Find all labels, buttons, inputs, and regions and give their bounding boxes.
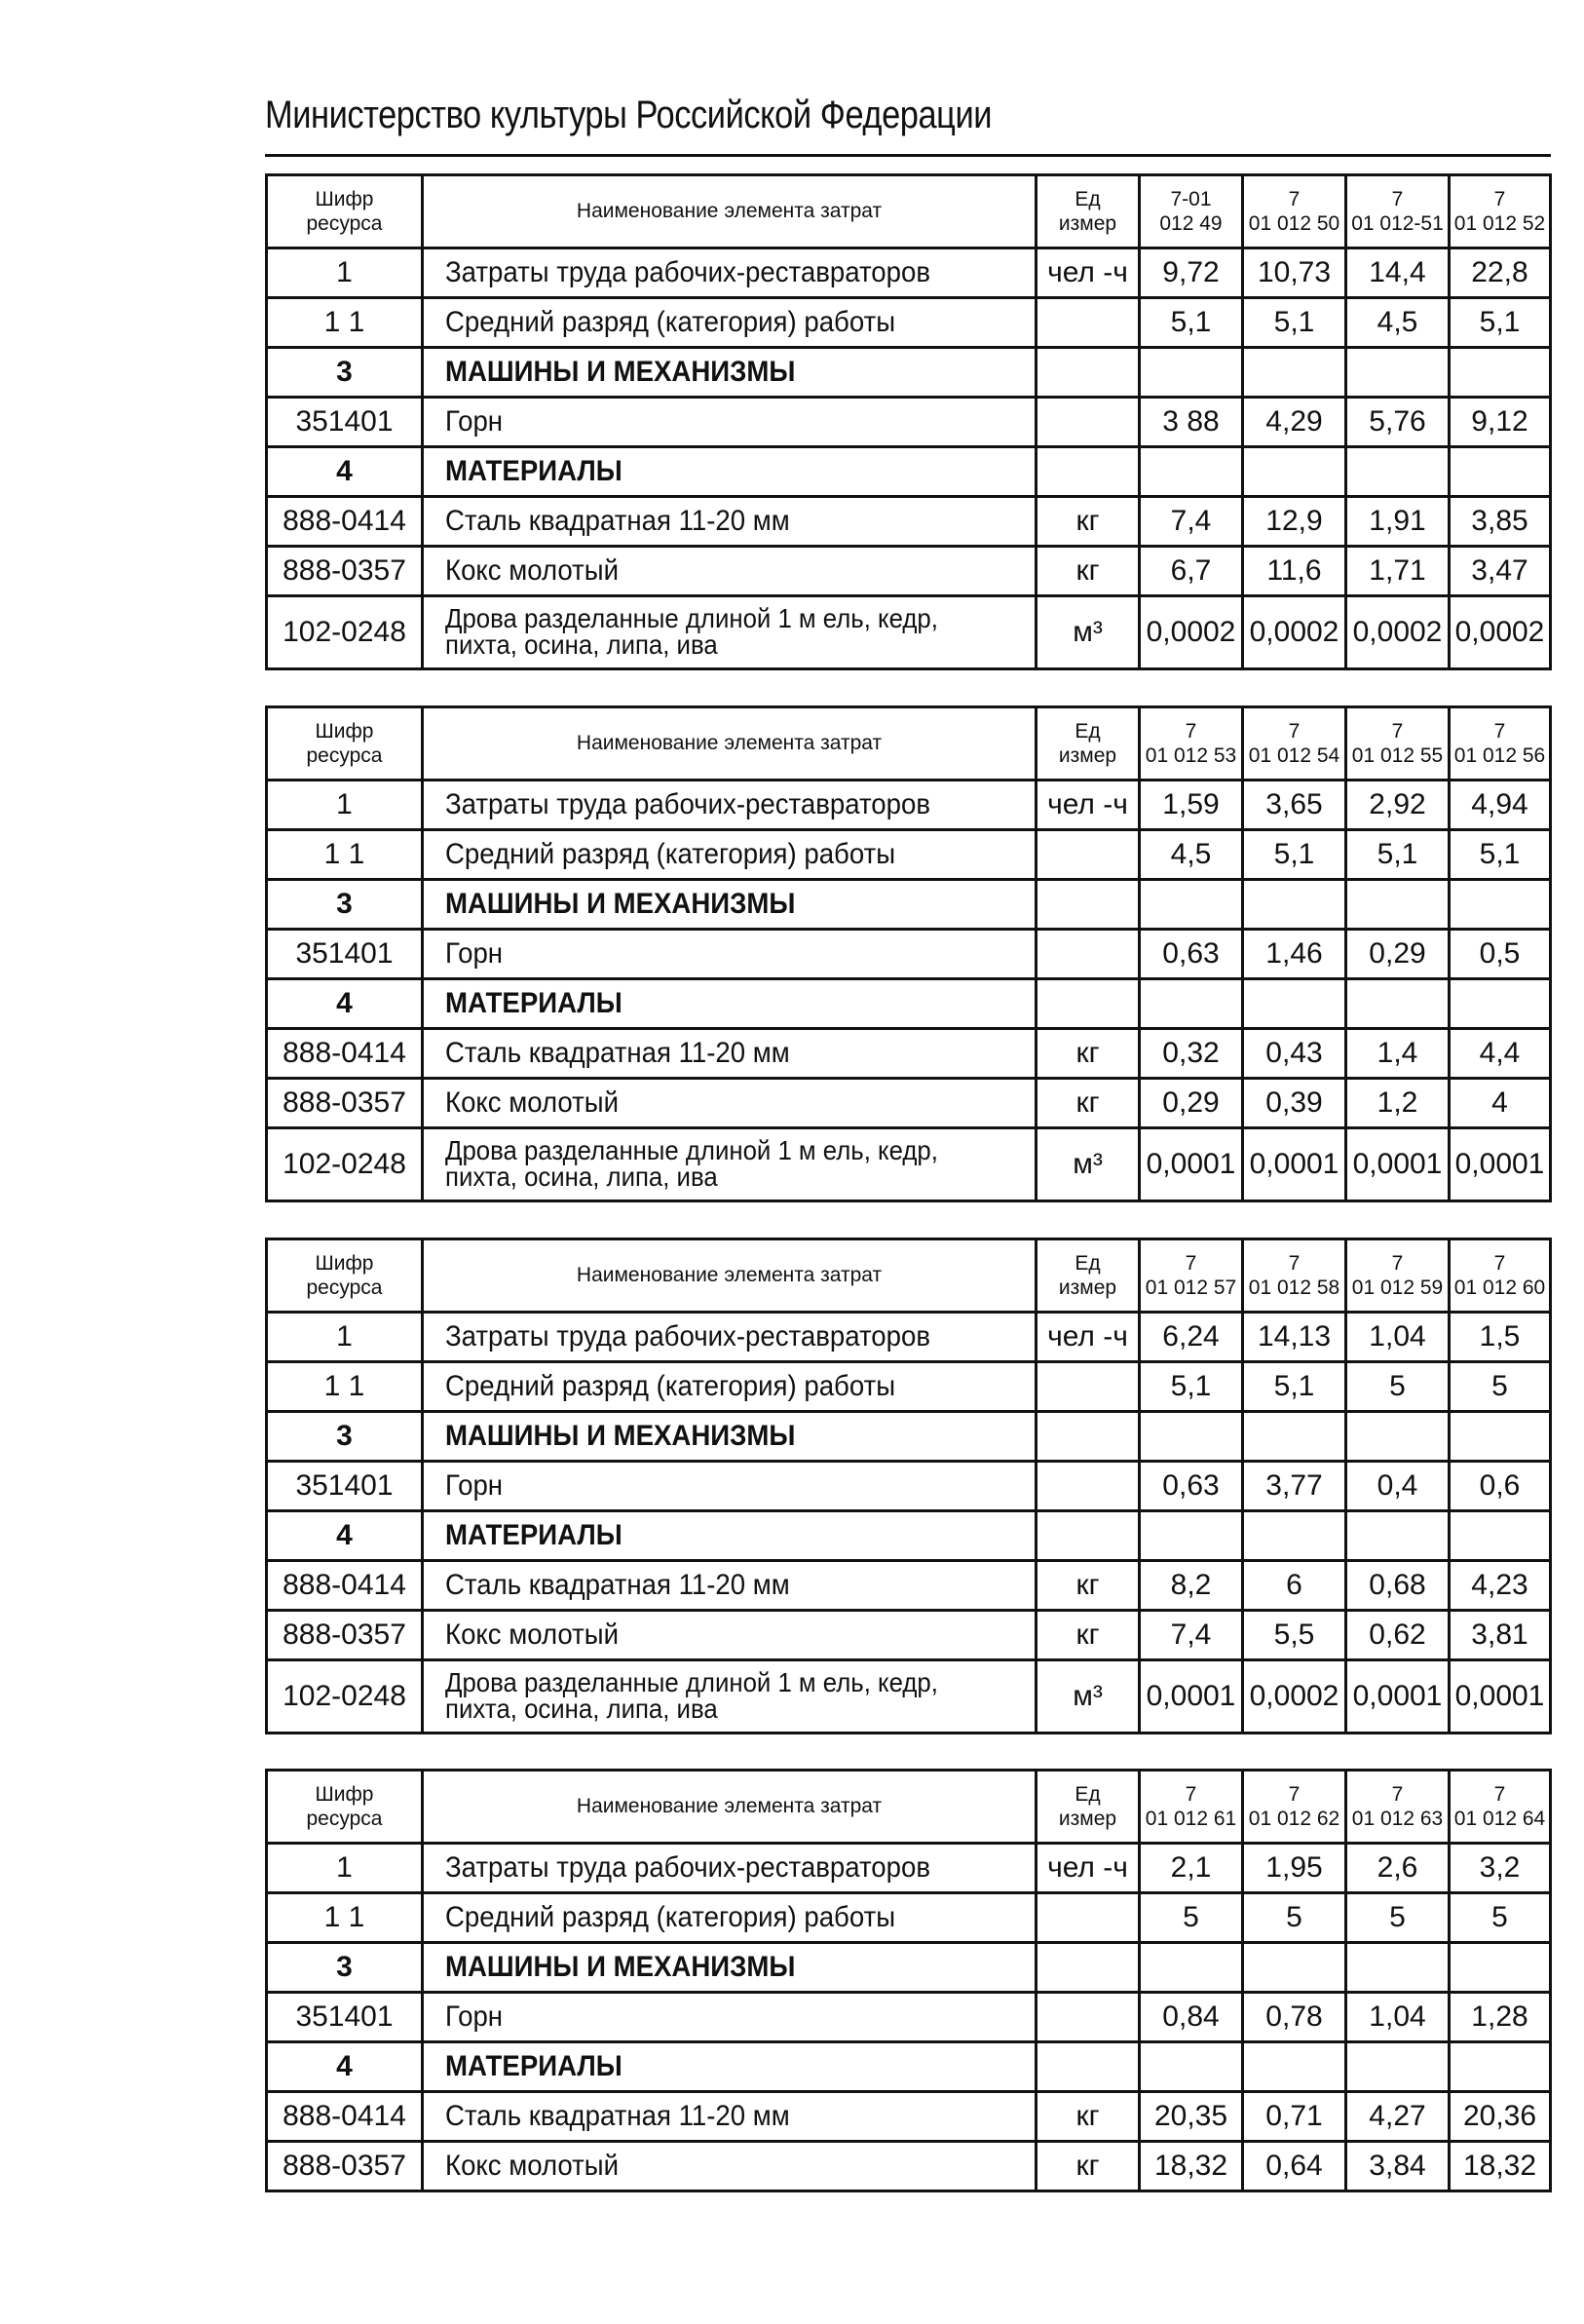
cell-value: 1,2 — [1346, 1079, 1450, 1128]
cell-value: 0,43 — [1243, 1029, 1346, 1079]
cell-name: Сталь квадратная 11-20 мм — [423, 2092, 1037, 2142]
cell-value: 0,0001 — [1450, 1660, 1551, 1733]
table-header-row — [267, 1771, 1551, 1844]
cell-unit — [1037, 1412, 1140, 1462]
cell-value: 1,04 — [1346, 1313, 1450, 1362]
header-name: Наименование элемента затрат — [423, 175, 1037, 248]
cell-unit — [1037, 830, 1140, 880]
cost-table — [265, 1769, 1552, 2192]
cell-value: 3,81 — [1450, 1611, 1551, 1660]
cell-code: 3 — [267, 1943, 423, 1993]
table-row — [267, 1511, 1551, 1561]
cell-value: 6 — [1243, 1561, 1346, 1611]
cell-value — [1450, 348, 1551, 398]
cell-value: 0,0001 — [1346, 1660, 1450, 1733]
header-unit: Ед измер — [1037, 707, 1140, 781]
cell-name: МАШИНЫ И МЕХАНИЗМЫ — [423, 348, 1037, 398]
cell-code: 3 — [267, 1412, 423, 1462]
cost-table — [265, 1238, 1552, 1734]
cell-unit — [1037, 447, 1140, 497]
cell-name: МАШИНЫ И МЕХАНИЗМЫ — [423, 1943, 1037, 1993]
cell-code: 1 1 — [267, 1893, 423, 1943]
cell-value: 4,29 — [1243, 398, 1346, 447]
cell-value: 0,0002 — [1243, 596, 1346, 669]
cell-name: МАТЕРИАЛЫ — [423, 979, 1037, 1029]
cell-value — [1140, 1511, 1243, 1561]
cell-value: 4,23 — [1450, 1561, 1551, 1611]
cell-code: 1 1 — [267, 830, 423, 880]
cell-value: 5 — [1346, 1893, 1450, 1943]
cell-value — [1450, 1511, 1551, 1561]
cell-name: Дрова разделанные длиной 1 м ель, кедр, пихта, осина, липа, ива — [423, 1128, 1037, 1201]
cell-value: 5 — [1243, 1893, 1346, 1943]
cell-name: Горн — [423, 398, 1037, 447]
header-unit: Ед измер — [1037, 1239, 1140, 1313]
table-row — [267, 1313, 1551, 1362]
cell-value: 1,04 — [1346, 1993, 1450, 2042]
cell-value: 3,85 — [1450, 497, 1551, 547]
cell-value: 1,59 — [1140, 781, 1243, 830]
cell-code: 102-0248 — [267, 1660, 423, 1733]
header-name: Наименование элемента затрат — [423, 707, 1037, 781]
cell-value — [1346, 1943, 1450, 1993]
cell-name: Сталь квадратная 11-20 мм — [423, 1029, 1037, 1079]
cell-value: 0,0002 — [1450, 596, 1551, 669]
cell-unit: кг — [1037, 1079, 1140, 1128]
cell-value: 2,6 — [1346, 1844, 1450, 1893]
cell-name: Дрова разделанные длиной 1 м ель, кедр, пихта, осина, липа, ива — [423, 1660, 1037, 1733]
cell-code: 1 — [267, 248, 423, 298]
cell-unit — [1037, 398, 1140, 447]
cell-value: 10,73 — [1243, 248, 1346, 298]
table-row — [267, 1029, 1551, 1079]
header-norm-code: 7 01 012 63 — [1346, 1771, 1450, 1844]
cell-value — [1243, 2042, 1346, 2092]
cell-code: 102-0248 — [267, 596, 423, 669]
cell-name: МАТЕРИАЛЫ — [423, 447, 1037, 497]
cell-value: 0,6 — [1450, 1462, 1551, 1511]
header-norm-code: 7-01 012 49 — [1140, 175, 1243, 248]
cell-value: 0,64 — [1243, 2142, 1346, 2191]
table-row — [267, 781, 1551, 830]
table-row — [267, 547, 1551, 596]
cell-value: 0,0001 — [1140, 1660, 1243, 1733]
cell-value: 12,9 — [1243, 497, 1346, 547]
cell-name: Сталь квадратная 11-20 мм — [423, 497, 1037, 547]
cell-unit: чел -ч — [1037, 248, 1140, 298]
cell-name: Сталь квадратная 11-20 мм — [423, 1561, 1037, 1611]
cell-unit — [1037, 1511, 1140, 1561]
cell-unit: кг — [1037, 2142, 1140, 2191]
page-title: Министерство культуры Российской Федерации — [265, 94, 993, 136]
cell-code: 1 1 — [267, 298, 423, 348]
cell-code: 888-0414 — [267, 1029, 423, 1079]
cell-value: 20,35 — [1140, 2092, 1243, 2142]
cell-value: 0,0001 — [1346, 1128, 1450, 1201]
cell-unit — [1037, 1362, 1140, 1412]
table-row — [267, 1611, 1551, 1660]
cell-value: 5 — [1346, 1362, 1450, 1412]
cell-unit: чел -ч — [1037, 781, 1140, 830]
cell-value: 0,0002 — [1346, 596, 1450, 669]
cell-value: 0,68 — [1346, 1561, 1450, 1611]
cell-value: 3,65 — [1243, 781, 1346, 830]
cell-value — [1140, 1412, 1243, 1462]
cost-table — [265, 173, 1552, 670]
table-row — [267, 1462, 1551, 1511]
table-row — [267, 2142, 1551, 2191]
cell-value — [1450, 1943, 1551, 1993]
cell-value: 18,32 — [1140, 2142, 1243, 2191]
cell-name: МАШИНЫ И МЕХАНИЗМЫ — [423, 1412, 1037, 1462]
cell-value — [1450, 979, 1551, 1029]
table-row — [267, 1561, 1551, 1611]
cell-value: 3,47 — [1450, 547, 1551, 596]
table-row — [267, 1079, 1551, 1128]
cell-code: 351401 — [267, 1993, 423, 2042]
cell-value: 5,1 — [1243, 830, 1346, 880]
cell-name: Горн — [423, 1993, 1037, 2042]
cell-value — [1140, 979, 1243, 1029]
header-norm-code: 7 01 012 60 — [1450, 1239, 1551, 1313]
cell-value: 5,1 — [1140, 1362, 1243, 1412]
cell-code: 888-0357 — [267, 547, 423, 596]
cell-value: 7,4 — [1140, 497, 1243, 547]
cell-unit — [1037, 1462, 1140, 1511]
table-row — [267, 248, 1551, 298]
cell-value: 5,76 — [1346, 398, 1450, 447]
cell-unit — [1037, 1993, 1140, 2042]
table-row — [267, 1412, 1551, 1462]
cell-unit: чел -ч — [1037, 1844, 1140, 1893]
cell-value: 9,72 — [1140, 248, 1243, 298]
cell-code: 351401 — [267, 930, 423, 979]
cell-value: 5,1 — [1450, 298, 1551, 348]
cell-name: Кокс молотый — [423, 2142, 1037, 2191]
cell-name: Затраты труда рабочих-реставраторов — [423, 248, 1037, 298]
header-norm-code: 7 01 012 52 — [1450, 175, 1551, 248]
cell-value: 0,71 — [1243, 2092, 1346, 2142]
cell-value: 11,6 — [1243, 547, 1346, 596]
table-row — [267, 1943, 1551, 1993]
table-row — [267, 1128, 1551, 1201]
cell-value: 0,0002 — [1243, 1660, 1346, 1733]
cell-value — [1243, 880, 1346, 930]
cell-value — [1243, 1412, 1346, 1462]
table-row — [267, 2092, 1551, 2142]
cell-value: 5,1 — [1140, 298, 1243, 348]
cell-code: 888-0357 — [267, 2142, 423, 2191]
cell-code: 3 — [267, 880, 423, 930]
cell-value: 5 — [1450, 1893, 1551, 1943]
cell-value: 1,46 — [1243, 930, 1346, 979]
cell-unit: кг — [1037, 497, 1140, 547]
header-code: Шифр ресурса — [267, 175, 423, 248]
cell-value: 5 — [1450, 1362, 1551, 1412]
cell-code: 1 1 — [267, 1362, 423, 1412]
cell-name: Дрова разделанные длиной 1 м ель, кедр, пихта, осина, липа, ива — [423, 596, 1037, 669]
cell-name: МАТЕРИАЛЫ — [423, 2042, 1037, 2092]
cell-name: Средний разряд (категория) работы — [423, 1893, 1037, 1943]
cell-name: Кокс молотый — [423, 1611, 1037, 1660]
header-code: Шифр ресурса — [267, 1771, 423, 1844]
cell-value: 3 88 — [1140, 398, 1243, 447]
cell-value: 22,8 — [1450, 248, 1551, 298]
cell-value: 0,4 — [1346, 1462, 1450, 1511]
cell-unit — [1037, 880, 1140, 930]
cell-unit — [1037, 348, 1140, 398]
table-row — [267, 2042, 1551, 2092]
cell-value: 7,4 — [1140, 1611, 1243, 1660]
cell-value: 5,5 — [1243, 1611, 1346, 1660]
cell-value: 9,12 — [1450, 398, 1551, 447]
table-row — [267, 979, 1551, 1029]
table-row — [267, 1993, 1551, 2042]
cell-value — [1450, 1412, 1551, 1462]
cell-value: 4,5 — [1346, 298, 1450, 348]
table-row — [267, 447, 1551, 497]
header-norm-code: 7 01 012 54 — [1243, 707, 1346, 781]
cell-value: 1,5 — [1450, 1313, 1551, 1362]
cell-name: Горн — [423, 930, 1037, 979]
cell-value — [1243, 1511, 1346, 1561]
cell-unit: кг — [1037, 547, 1140, 596]
cell-value: 0,63 — [1140, 1462, 1243, 1511]
table-row — [267, 1362, 1551, 1412]
cell-value — [1140, 348, 1243, 398]
cell-name: Затраты труда рабочих-реставраторов — [423, 781, 1037, 830]
cell-code: 888-0357 — [267, 1079, 423, 1128]
header-unit: Ед измер — [1037, 1771, 1140, 1844]
table-row — [267, 398, 1551, 447]
cell-value: 20,36 — [1450, 2092, 1551, 2142]
header-norm-code: 7 01 012 59 — [1346, 1239, 1450, 1313]
header-unit: Ед измер — [1037, 175, 1140, 248]
cell-value: 2,1 — [1140, 1844, 1243, 1893]
cell-value: 1,71 — [1346, 547, 1450, 596]
cell-name: Горн — [423, 1462, 1037, 1511]
cost-table — [265, 705, 1552, 1202]
cell-name: Кокс молотый — [423, 547, 1037, 596]
cell-unit — [1037, 979, 1140, 1029]
cell-value — [1140, 880, 1243, 930]
table-row — [267, 497, 1551, 547]
cell-value — [1243, 1943, 1346, 1993]
cell-unit — [1037, 1943, 1140, 1993]
cell-value — [1346, 348, 1450, 398]
cell-value: 1,91 — [1346, 497, 1450, 547]
table-row — [267, 930, 1551, 979]
cell-value: 1,28 — [1450, 1993, 1551, 2042]
header-norm-code: 7 01 012 50 — [1243, 175, 1346, 248]
header-norm-code: 7 01 012 61 — [1140, 1771, 1243, 1844]
cell-value — [1346, 979, 1450, 1029]
header-norm-code: 7 01 012 62 — [1243, 1771, 1346, 1844]
cell-unit: кг — [1037, 1561, 1140, 1611]
header-code: Шифр ресурса — [267, 1239, 423, 1313]
cell-code: 888-0357 — [267, 1611, 423, 1660]
cell-value: 5 — [1140, 1893, 1243, 1943]
cell-value: 4,27 — [1346, 2092, 1450, 2142]
cell-code: 888-0414 — [267, 2092, 423, 2142]
cell-value — [1346, 1412, 1450, 1462]
cell-code: 888-0414 — [267, 497, 423, 547]
cell-code: 102-0248 — [267, 1128, 423, 1201]
cell-name: Затраты труда рабочих-реставраторов — [423, 1844, 1037, 1893]
table-row — [267, 1893, 1551, 1943]
cell-code: 351401 — [267, 398, 423, 447]
table-row — [267, 830, 1551, 880]
cell-value: 14,13 — [1243, 1313, 1346, 1362]
cell-unit: м³ — [1037, 596, 1140, 669]
cell-value — [1243, 979, 1346, 1029]
cell-value — [1140, 1943, 1243, 1993]
table-row — [267, 596, 1551, 669]
cell-value: 14,4 — [1346, 248, 1450, 298]
cell-unit: чел -ч — [1037, 1313, 1140, 1362]
table-row — [267, 1844, 1551, 1893]
cell-unit — [1037, 930, 1140, 979]
cell-name: Средний разряд (категория) работы — [423, 830, 1037, 880]
cell-code: 1 — [267, 781, 423, 830]
cell-unit — [1037, 2042, 1140, 2092]
header-code: Шифр ресурса — [267, 707, 423, 781]
cell-value: 18,32 — [1450, 2142, 1551, 2191]
cell-value: 5,1 — [1346, 830, 1450, 880]
title-divider — [265, 154, 1551, 157]
cell-value — [1450, 2042, 1551, 2092]
cell-code: 4 — [267, 979, 423, 1029]
cell-unit: кг — [1037, 1611, 1140, 1660]
table-header-row — [267, 175, 1551, 248]
cell-value: 1,95 — [1243, 1844, 1346, 1893]
header-name: Наименование элемента затрат — [423, 1239, 1037, 1313]
table-header-row — [267, 707, 1551, 781]
cell-value: 0,29 — [1140, 1079, 1243, 1128]
header-norm-code: 7 01 012 58 — [1243, 1239, 1346, 1313]
cell-value: 0,39 — [1243, 1079, 1346, 1128]
header-norm-code: 7 01 012 64 — [1450, 1771, 1551, 1844]
cell-value: 0,0001 — [1243, 1128, 1346, 1201]
cell-value — [1243, 348, 1346, 398]
cell-value: 5,1 — [1243, 1362, 1346, 1412]
cell-value: 5,1 — [1243, 298, 1346, 348]
cell-value: 5,1 — [1450, 830, 1551, 880]
cell-unit: м³ — [1037, 1128, 1140, 1201]
cell-value: 0,32 — [1140, 1029, 1243, 1079]
cell-unit: кг — [1037, 1029, 1140, 1079]
cell-code: 4 — [267, 447, 423, 497]
cell-name: Затраты труда рабочих-реставраторов — [423, 1313, 1037, 1362]
cell-value: 3,77 — [1243, 1462, 1346, 1511]
cell-value — [1346, 1511, 1450, 1561]
cell-value: 2,92 — [1346, 781, 1450, 830]
table-row — [267, 298, 1551, 348]
table-row — [267, 1660, 1551, 1733]
header-name: Наименование элемента затрат — [423, 1771, 1037, 1844]
cell-name: МАТЕРИАЛЫ — [423, 1511, 1037, 1561]
cell-value — [1450, 880, 1551, 930]
cell-value — [1140, 2042, 1243, 2092]
cell-value — [1346, 447, 1450, 497]
cell-value: 0,78 — [1243, 1993, 1346, 2042]
cell-code: 1 — [267, 1844, 423, 1893]
cell-value: 0,5 — [1450, 930, 1551, 979]
table-row — [267, 348, 1551, 398]
cell-name: Средний разряд (категория) работы — [423, 1362, 1037, 1412]
header-norm-code: 7 01 012 55 — [1346, 707, 1450, 781]
cell-value: 6,24 — [1140, 1313, 1243, 1362]
cell-value — [1450, 447, 1551, 497]
cell-value: 0,0001 — [1140, 1128, 1243, 1201]
cell-unit — [1037, 298, 1140, 348]
cell-name: Средний разряд (категория) работы — [423, 298, 1037, 348]
cell-value — [1346, 880, 1450, 930]
cell-code: 351401 — [267, 1462, 423, 1511]
cell-code: 1 — [267, 1313, 423, 1362]
cell-value — [1140, 447, 1243, 497]
cell-name: Кокс молотый — [423, 1079, 1037, 1128]
cell-value — [1346, 2042, 1450, 2092]
header-norm-code: 7 01 012 57 — [1140, 1239, 1243, 1313]
cell-value: 3,2 — [1450, 1844, 1551, 1893]
cell-value: 4,4 — [1450, 1029, 1551, 1079]
cell-code: 888-0414 — [267, 1561, 423, 1611]
cell-value: 0,29 — [1346, 930, 1450, 979]
cell-value: 3,84 — [1346, 2142, 1450, 2191]
cell-code: 4 — [267, 1511, 423, 1561]
header-norm-code: 7 01 012-51 — [1346, 175, 1450, 248]
cell-value: 6,7 — [1140, 547, 1243, 596]
table-header-row — [267, 1239, 1551, 1313]
cell-value: 4,94 — [1450, 781, 1551, 830]
cell-name: МАШИНЫ И МЕХАНИЗМЫ — [423, 880, 1037, 930]
cell-value: 8,2 — [1140, 1561, 1243, 1611]
cell-code: 4 — [267, 2042, 423, 2092]
cell-value: 0,62 — [1346, 1611, 1450, 1660]
cell-code: 3 — [267, 348, 423, 398]
cell-value: 0,0001 — [1450, 1128, 1551, 1201]
cell-value: 0,0002 — [1140, 596, 1243, 669]
cell-unit — [1037, 1893, 1140, 1943]
header-norm-code: 7 01 012 56 — [1450, 707, 1551, 781]
cell-value: 1,4 — [1346, 1029, 1450, 1079]
cell-unit: кг — [1037, 2092, 1140, 2142]
cell-value — [1243, 447, 1346, 497]
cell-value: 0,84 — [1140, 1993, 1243, 2042]
cell-value: 4,5 — [1140, 830, 1243, 880]
cell-value: 4 — [1450, 1079, 1551, 1128]
header-norm-code: 7 01 012 53 — [1140, 707, 1243, 781]
table-row — [267, 880, 1551, 930]
cell-unit: м³ — [1037, 1660, 1140, 1733]
cell-value: 0,63 — [1140, 930, 1243, 979]
